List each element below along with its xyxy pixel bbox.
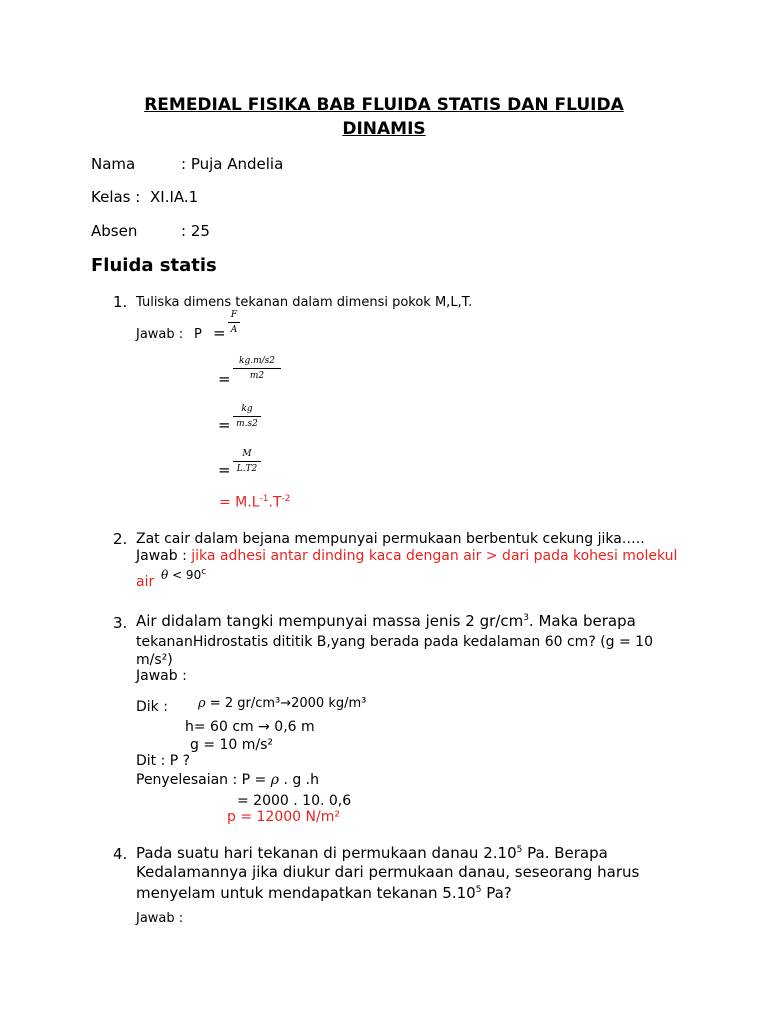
q4-line2: Kedalamannya jika diukur dari permukaan danau, seseorang harus (136, 863, 640, 881)
q4-number: 4. (113, 845, 128, 863)
q3-rho-symbol-2: ρ (270, 772, 279, 788)
q1-result-sup1: -1 (259, 494, 269, 504)
q1-result-b: .T (268, 494, 282, 511)
q4-line1 (136, 844, 608, 862)
q1-lhs: P (194, 327, 202, 342)
q4-line3-sup: 5 (475, 885, 482, 895)
q4-jawab-label: Jawab : (136, 911, 184, 926)
q1-frac4-bar (233, 461, 261, 462)
q2-answer-line1: jika adhesi antar dinding kaca dengan air > dari pada kohesi molekul (191, 548, 678, 564)
q3-dik1-text: = 2 gr/cm³→2000 kg/m³ (209, 696, 367, 711)
q1-question: Tuliska dimens tekanan dalam dimensi pokok M,L,T. (136, 295, 473, 310)
q2-condition (161, 567, 206, 582)
q4-line1a: Pada suatu hari tekanan di permukaan danau 2.10 (136, 844, 517, 862)
q2-answer (136, 548, 677, 564)
q3-jawab-label: Jawab : (136, 668, 187, 684)
q3-penyelesaian (136, 772, 319, 788)
q3-line1 (136, 612, 636, 630)
q2-number: 2. (113, 530, 128, 548)
q4-line1-sup: 5 (516, 845, 523, 855)
nama-label: Nama (91, 155, 136, 173)
q2-jawab-label: Jawab : (136, 548, 187, 564)
q3-dik-label: Dik : (136, 699, 168, 715)
kelas-value: XI.IA.1 (150, 188, 199, 206)
q1-frac2-denominator: m2 (249, 371, 265, 381)
q1-result-sup2: -2 (281, 494, 291, 504)
q3-line2: tekananHidrostatis dititik B,yang berada pada kedalaman 60 cm? (g = 10 (136, 634, 653, 650)
q3-line1b: . Maka berapa (528, 612, 636, 630)
q1-equals-3: = (218, 416, 231, 434)
kelas-label: Kelas : (91, 188, 141, 206)
q2-answer-line2: air (136, 574, 155, 590)
nama-value: : Puja Andelia (181, 155, 284, 173)
q1-frac2-bar (233, 368, 281, 369)
q1-frac1-bar (228, 322, 240, 323)
absen-value: : 25 (181, 222, 210, 240)
q1-equals-4: = (218, 461, 231, 479)
q3-dik-line1 (198, 696, 366, 711)
q3-penyelesaian-b: . g .h (283, 772, 319, 788)
q1-frac3-denominator: m.s2 (236, 419, 258, 429)
q1-frac3-bar (233, 416, 261, 417)
q1-fraction-step2 (233, 356, 281, 381)
q4-line3b: Pa? (481, 884, 512, 902)
q3-dik-line3: g = 10 m/s² (190, 737, 274, 753)
q2-degree: c (201, 567, 207, 577)
absen-label: Absen (91, 222, 138, 240)
q4-line1b: Pa. Berapa (522, 844, 608, 862)
q1-frac1-denominator: A (230, 325, 238, 335)
q1-equals-1: = (213, 324, 226, 342)
q1-frac4-numerator: M (242, 449, 252, 459)
q1-number: 1. (113, 293, 128, 311)
q3-line1a: Air didalam tangki mempunyai massa jenis 2 gr/cm (136, 612, 524, 630)
q1-result (219, 494, 291, 511)
q1-frac4-denominator: L.T2 (236, 464, 258, 474)
q3-penyelesaian-a: Penyelesaian : P = (136, 772, 267, 788)
q3-result: p = 12000 N/m² (227, 809, 340, 825)
q3-calc: = 2000 . 10. 0,6 (237, 793, 352, 809)
document-title-line2: DINAMIS (342, 119, 426, 139)
q4-line3a: menyelam untuk mendapatkan tekanan 5.10 (136, 884, 476, 902)
q3-line1-sup: 3 (523, 613, 529, 623)
q1-fraction-step3 (233, 404, 261, 429)
q1-fraction-step4 (233, 449, 261, 474)
q1-frac1-numerator: F (230, 310, 238, 320)
q1-equals-2: = (218, 370, 231, 388)
q1-frac3-numerator: kg (241, 404, 253, 414)
q3-rho-symbol: ρ (198, 696, 206, 711)
q4-line3 (136, 884, 512, 902)
q1-result-a: = M.L (219, 494, 260, 511)
q3-dit: Dit : P ? (136, 753, 191, 769)
q1-fraction-f-over-a (228, 310, 240, 335)
q3-dik-line2: h= 60 cm → 0,6 m (185, 719, 315, 735)
section-heading: Fluida statis (91, 255, 217, 276)
q2-condition-text: < 90 (172, 568, 202, 582)
q3-number: 3. (113, 614, 128, 632)
document-title-line1: REMEDIAL FISIKA BAB FLUIDA STATIS DAN FLUIDA (144, 95, 624, 115)
q2-theta-symbol: θ (161, 568, 169, 582)
q3-line3: m/s²) (136, 652, 173, 668)
q1-jawab-label: Jawab : (136, 327, 184, 342)
q2-question: Zat cair dalam bejana mempunyai permukaan berbentuk cekung jika….. (136, 531, 645, 547)
q1-frac2-numerator: kg.m/s2 (239, 356, 275, 366)
